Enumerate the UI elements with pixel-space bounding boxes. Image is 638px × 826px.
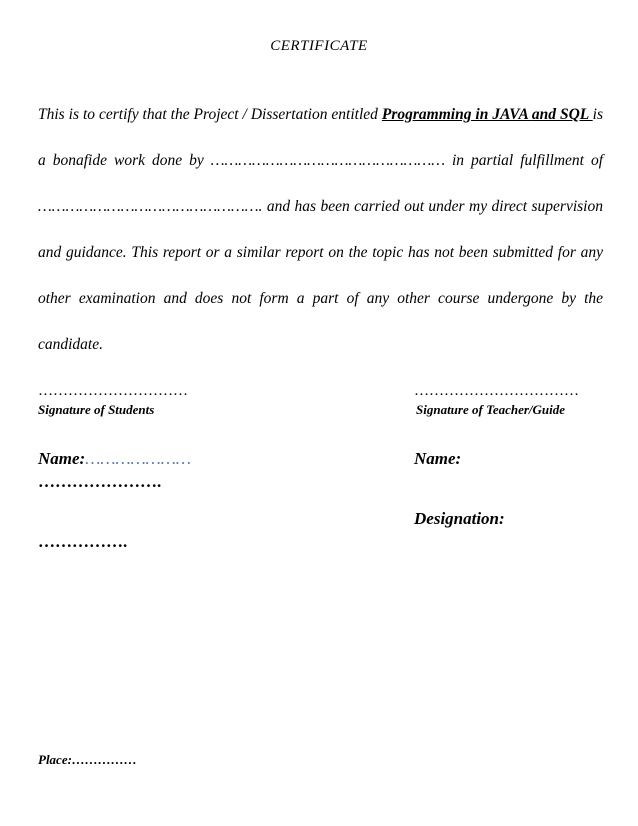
student-signature-label: Signature of Students bbox=[38, 402, 155, 417]
student-designation-dots: ……………. bbox=[38, 532, 128, 551]
project-title-line1: Programming in JAVA bbox=[381, 106, 528, 123]
body-intro: This is to certify that the Project / Dissertation entitled bbox=[38, 106, 382, 123]
certificate-body bbox=[38, 92, 603, 368]
student-signature-line: ………………………… bbox=[38, 383, 188, 399]
body-rest: is a bonafide work done by …………………………………………… in partial fulfillment of …………………………………………. and has been carried out under my direct supervision and guidance. This report or a similar report on the topic has not been submitted for any other examination and does not form a part of any other course undergone by the candidate. bbox=[38, 106, 604, 353]
student-name-label: Name: bbox=[38, 449, 86, 468]
place-label: Place: bbox=[38, 752, 72, 767]
student-name bbox=[38, 449, 191, 469]
place-field bbox=[38, 752, 137, 768]
teacher-signature-line: …………………………… bbox=[414, 383, 579, 399]
project-title-line2: and SQL bbox=[531, 106, 593, 123]
place-dots: …………… bbox=[71, 752, 137, 767]
teacher-designation-label: Designation: bbox=[414, 509, 505, 528]
certificate-title: CERTIFICATE bbox=[270, 38, 368, 54]
project-title bbox=[382, 106, 593, 123]
student-name-dots-line2: …………………. bbox=[38, 472, 162, 491]
teacher-name-label: Name: bbox=[414, 449, 462, 468]
student-name-dots: ………………… bbox=[85, 449, 192, 468]
teacher-signature-label: Signature of Teacher/Guide bbox=[416, 402, 566, 417]
